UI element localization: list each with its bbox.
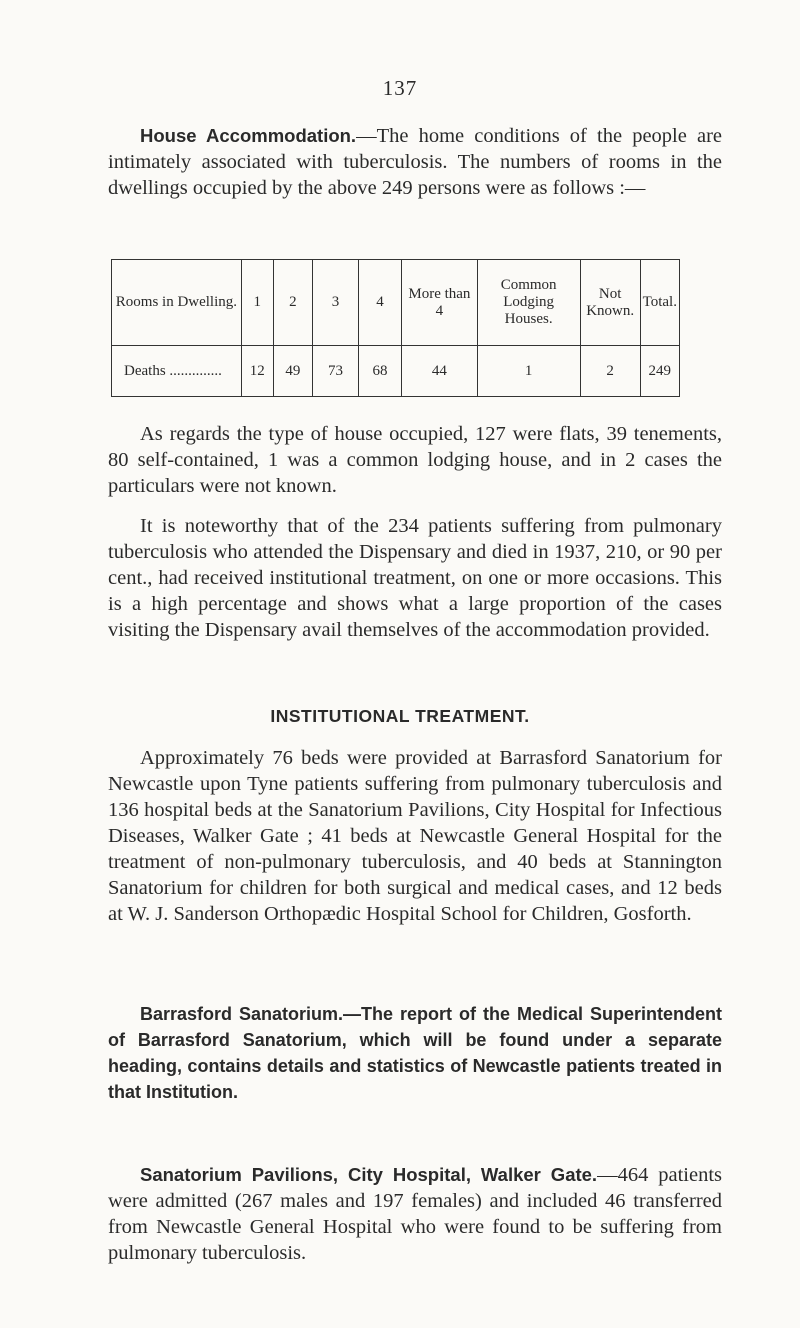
intro-paragraph (108, 123, 722, 201)
table-cell: 73 (313, 346, 359, 397)
table-row (112, 346, 680, 397)
header-cell: Common Lodging Houses. (477, 260, 580, 346)
barrasford-paragraph: Barrasford Sanatorium.—The report of the Medical Superintendent of Barrasford Sanatorium, which will be found under a separate heading, contains details and statistics of Newcastle patients treated in that Institution. (108, 1004, 722, 1102)
type-paragraph: As regards the type of house occupied, 127 were flats, 39 tenements, 80 self-contained, 1 was a common lodging house, and in 2 cases the particulars were not known. (108, 423, 722, 497)
row-label: Deaths .............. (112, 346, 242, 397)
pavilions-lead: Sanatorium Pavilions, City Hospital, Walker Gate. (140, 1164, 598, 1185)
pavilions-text: —464 patients were admitted (267 males and 197 females) and included 46 transferred from Newcastle General Hospital who were found to be suffering from pulmonary tuberculosis. (108, 1164, 722, 1264)
table-cell: 249 (640, 346, 679, 397)
header-cell: 1 (241, 260, 273, 346)
page-number: 137 (382, 76, 418, 100)
table-cell: 12 (241, 346, 273, 397)
header-cell: Total. (640, 260, 679, 346)
table-cell: 68 (358, 346, 402, 397)
table-cell: 1 (477, 346, 580, 397)
intro-text: —The home conditions of the people are intimately associated with tuberculosis. The numbers of rooms in the dwellings occupied by the above 249 persons were as follows :— (108, 125, 722, 199)
header-cell: More than 4 (402, 260, 477, 346)
header-cell: Not Known. (580, 260, 640, 346)
beds-paragraph: Approximately 76 beds were provided at Barrasford Sanatorium for Newcastle upon Tyne patients suffering from pulmonary tuberculosis and 136 hospital beds at the Sanatorium Pavilions, City Hospital for Infectious Diseases, Walker Gate ; 41 beds at Newcastle General Hospital for the treatment of non-pulmonary tuberculosis, and 40 beds at Stannington Sanatorium for children for both surgical and medical cases, and 12 beds at W. J. Sanderson Orthopædic Hospital School for Children, Gosforth. (108, 747, 722, 925)
table-header-row (112, 260, 680, 346)
header-cell: 2 (273, 260, 313, 346)
header-cell: 4 (358, 260, 402, 346)
pavilions-paragraph (108, 1162, 722, 1266)
rooms-table (111, 259, 680, 397)
section-heading: INSTITUTIONAL TREATMENT. (270, 706, 530, 726)
noteworthy-paragraph: It is noteworthy that of the 234 patients suffering from pulmonary tuberculosis who attended the Dispensary and died in 1937, 210, or 90 per cent., had received institutional treatment, on one or more occasions. This is a high percentage and shows what a large proportion of the cases visiting the Dispensary avail themselves of the accommodation provided. (108, 515, 722, 641)
header-cell: 3 (313, 260, 359, 346)
table-cell: 2 (580, 346, 640, 397)
table-cell: 49 (273, 346, 313, 397)
header-cell: Rooms in Dwelling. (112, 260, 242, 346)
intro-lead: House Accommodation. (140, 125, 357, 146)
table-cell: 44 (402, 346, 477, 397)
